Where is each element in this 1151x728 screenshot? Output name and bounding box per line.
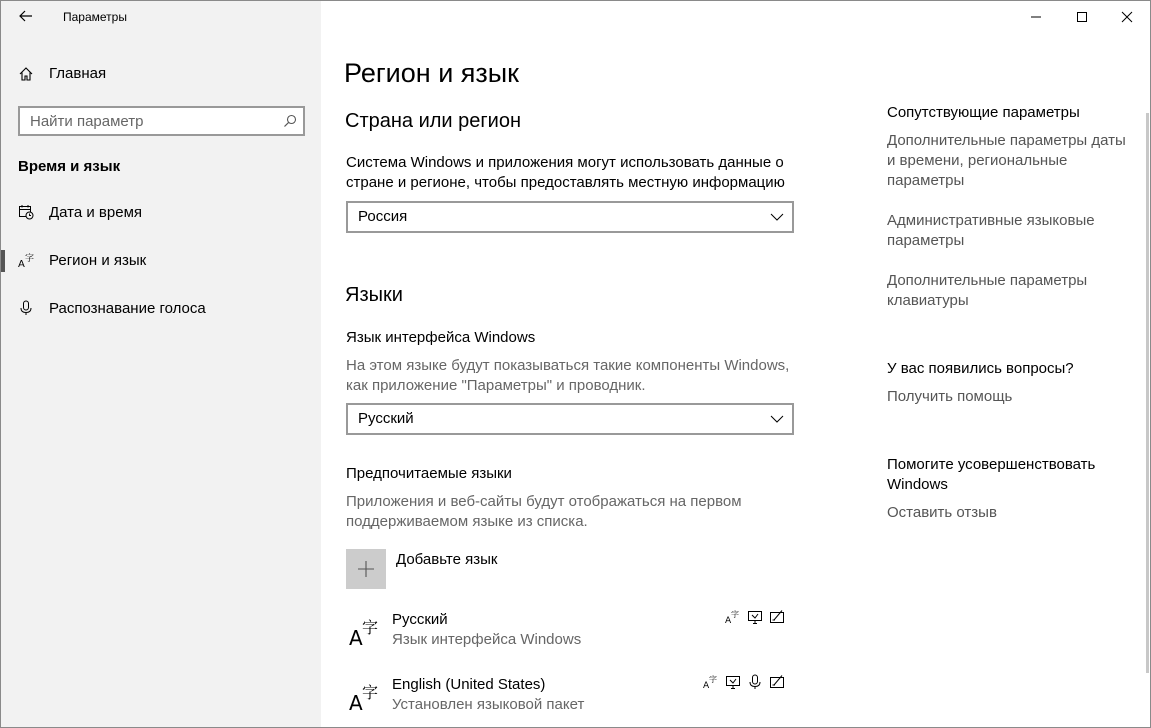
svg-text:A: A bbox=[18, 259, 25, 268]
close-icon bbox=[1121, 11, 1133, 23]
chevron-down-icon bbox=[770, 414, 784, 424]
svg-text:A: A bbox=[725, 616, 732, 625]
ui-language-description: На этом языке будут показываться такие компоненты Windows, как приложение "Параметры" и проводник. bbox=[346, 357, 790, 394]
scrollbar[interactable] bbox=[1146, 113, 1149, 673]
feedback-heading: Помогите усовершенствовать Windows bbox=[887, 456, 1096, 493]
add-language-button[interactable] bbox=[346, 549, 646, 589]
home-icon bbox=[18, 66, 34, 82]
sidebar-item-label: Регион и язык bbox=[49, 252, 147, 269]
link-admin-language[interactable]: Административные языковые параметры bbox=[887, 212, 1095, 249]
search-icon[interactable] bbox=[283, 114, 297, 128]
language-name: English (United States) bbox=[392, 676, 546, 693]
close-button[interactable] bbox=[1104, 1, 1150, 33]
add-language-tile bbox=[346, 549, 386, 589]
sidebar-home-label: Главная bbox=[49, 65, 107, 82]
sidebar-item-speech[interactable] bbox=[1, 289, 321, 329]
minimize-icon bbox=[1030, 11, 1042, 23]
sidebar-item-region-language[interactable] bbox=[1, 241, 321, 281]
languages-heading: Языки bbox=[345, 284, 403, 306]
sidebar-item-label: Распознавание голоса bbox=[49, 300, 206, 317]
back-arrow-icon bbox=[19, 10, 33, 22]
language-status: Установлен языковой пакет bbox=[392, 696, 585, 713]
svg-text:A: A bbox=[703, 681, 710, 690]
ui-language-heading: Язык интерфейса Windows bbox=[346, 329, 536, 346]
app-title: Параметры bbox=[63, 10, 127, 24]
svg-text:字: 字 bbox=[362, 683, 379, 702]
link-keyboard-settings[interactable]: Дополнительные параметры клавиатуры bbox=[887, 272, 1088, 309]
handwriting-icon bbox=[769, 609, 785, 625]
language-features bbox=[725, 609, 785, 625]
get-help-link[interactable]: Получить помощь bbox=[887, 388, 1013, 405]
help-heading: У вас появились вопросы? bbox=[887, 360, 1074, 377]
svg-text:字: 字 bbox=[362, 618, 379, 637]
svg-text:字: 字 bbox=[709, 675, 717, 684]
sidebar-item-date-time[interactable] bbox=[1, 193, 321, 233]
calendar-clock-icon bbox=[18, 204, 34, 220]
add-language-label: Добавьте язык bbox=[396, 551, 498, 568]
language-item-russian[interactable] bbox=[346, 609, 791, 665]
svg-text:字: 字 bbox=[25, 254, 35, 264]
svg-text:字: 字 bbox=[731, 610, 739, 619]
svg-text:A: A bbox=[349, 691, 363, 712]
plus-icon bbox=[357, 560, 375, 578]
maximize-icon bbox=[1076, 11, 1088, 23]
back-button[interactable] bbox=[15, 5, 37, 27]
search-box bbox=[18, 106, 305, 136]
give-feedback-link[interactable]: Оставить отзыв bbox=[887, 504, 997, 521]
language-glyph-icon bbox=[348, 680, 382, 712]
language-item-english[interactable] bbox=[346, 674, 791, 728]
preferred-languages-description: Приложения и веб-сайты будут отображаться на первом поддерживаемом языке из списка. bbox=[346, 493, 742, 530]
language-glyph-icon bbox=[348, 615, 382, 647]
handwriting-icon bbox=[769, 674, 785, 690]
speech-recognition-icon bbox=[747, 674, 763, 690]
svg-text:A: A bbox=[349, 626, 363, 647]
sidebar-item-home[interactable] bbox=[1, 57, 321, 91]
ui-language-dropdown-value: Русский bbox=[358, 410, 414, 427]
country-heading: Страна или регион bbox=[345, 110, 522, 132]
text-to-speech-icon bbox=[725, 674, 741, 690]
microphone-icon bbox=[18, 300, 34, 316]
link-date-time-regional[interactable]: Дополнительные параметры даты и времени, региональные параметры bbox=[887, 132, 1126, 189]
language-name: Русский bbox=[392, 611, 448, 628]
sidebar-section-label: Время и язык bbox=[18, 158, 121, 175]
maximize-button[interactable] bbox=[1059, 1, 1105, 33]
language-icon bbox=[18, 252, 36, 268]
display-language-icon bbox=[725, 609, 741, 625]
language-status: Язык интерфейса Windows bbox=[392, 631, 582, 648]
active-indicator bbox=[1, 250, 5, 272]
ui-language-dropdown[interactable] bbox=[346, 403, 794, 435]
minimize-button[interactable] bbox=[1013, 1, 1059, 33]
preferred-languages-heading: Предпочитаемые языки bbox=[346, 465, 512, 482]
sidebar-item-label: Дата и время bbox=[49, 204, 143, 221]
country-dropdown-value: Россия bbox=[358, 208, 408, 225]
country-description: Система Windows и приложения могут использовать данные о стране и регионе, чтобы предоставлять местную информацию bbox=[346, 154, 785, 191]
chevron-down-icon bbox=[770, 212, 784, 222]
search-input[interactable] bbox=[20, 108, 280, 134]
language-features bbox=[703, 674, 785, 690]
text-to-speech-icon bbox=[747, 609, 763, 625]
related-settings-heading: Сопутствующие параметры bbox=[887, 104, 1080, 121]
page-title: Регион и язык bbox=[344, 58, 519, 88]
country-dropdown[interactable] bbox=[346, 201, 794, 233]
sidebar bbox=[1, 1, 321, 727]
display-language-icon bbox=[703, 674, 719, 690]
